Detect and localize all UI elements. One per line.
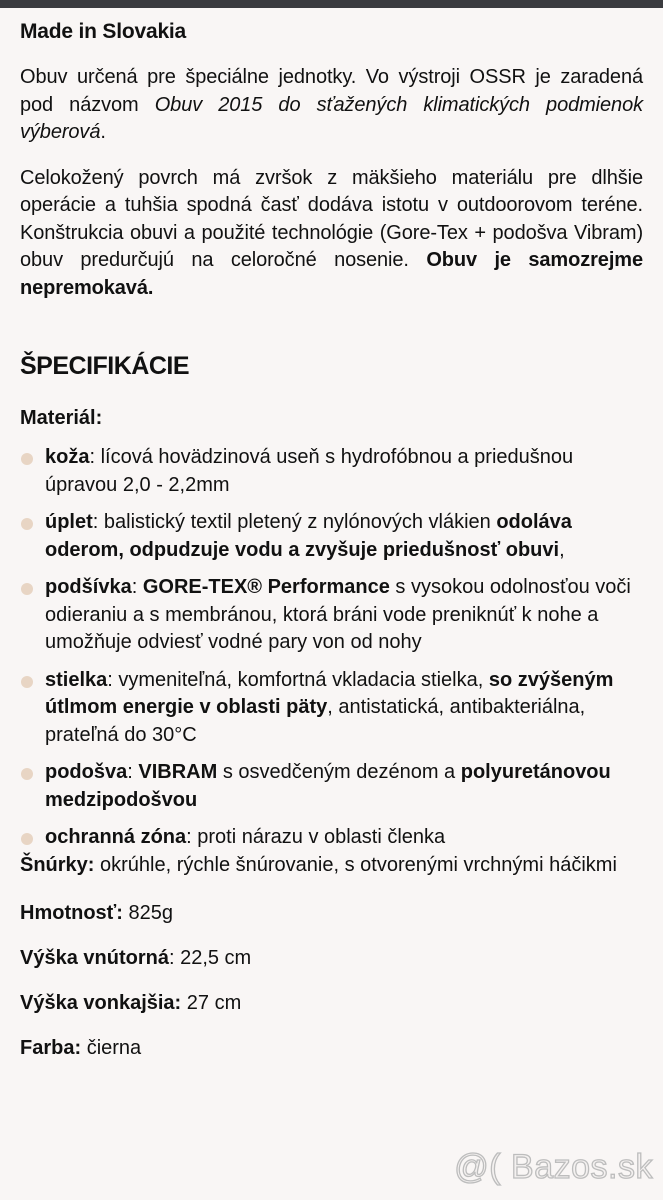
bazos-watermark: @( Bazos.sk bbox=[454, 1148, 653, 1186]
intro-text: Obuv určená pre špeciálne jednotky. Vo výstroji OSSR je zaradená pod názvom bbox=[20, 66, 643, 116]
property-value: 22,5 cm bbox=[180, 947, 252, 969]
material-desc: , bbox=[559, 538, 565, 561]
separator: : bbox=[89, 446, 101, 468]
property-value: 27 cm bbox=[186, 992, 242, 1014]
bullet-icon bbox=[21, 833, 33, 845]
property-label: Výška vnútorná bbox=[20, 947, 169, 969]
intro-paragraph-1 bbox=[20, 64, 643, 147]
material-desc: s vysokou odolnosťou voči odieraniu a s membránou, ktorá bráni vode preniknúť k nohe a umožňuje odviesť vodné pary von od nohy bbox=[45, 576, 631, 653]
material-highlight: VIBRAM bbox=[138, 761, 218, 783]
material-desc: lícová hovädzinová useň s hydrofóbnou a priedušnou úpravou 2,0 - 2,2mm bbox=[45, 446, 574, 496]
material-label: Materiál: bbox=[20, 407, 103, 429]
material-desc: s osvedčeným dezénom a bbox=[217, 761, 461, 783]
material-desc: vymeniteľná, komfortná vkladacia stielka, bbox=[118, 668, 489, 691]
intro-text-end: . bbox=[100, 121, 106, 143]
property-label: Farba: bbox=[20, 1037, 82, 1059]
material-name: podošva bbox=[45, 761, 128, 783]
specifications-heading: ŠPECIFIKÁCIE bbox=[20, 352, 190, 380]
laces-value: okrúhle, rýchle šnúrovanie, s otvorenými vrchnými háčikmi bbox=[94, 853, 617, 876]
separator: : bbox=[107, 668, 119, 691]
material-name: úplet bbox=[45, 511, 93, 533]
material-item-knit bbox=[20, 509, 643, 564]
material-desc: , antistatická, antibakteriálna, prateľná do 30°C bbox=[45, 696, 586, 746]
material-item-leather bbox=[20, 444, 643, 499]
inner-height-spec bbox=[20, 944, 643, 972]
material-highlight: polyuretánovou medzipodošvou bbox=[45, 761, 611, 811]
material-name: ochranná zóna bbox=[45, 826, 187, 848]
separator: : bbox=[186, 826, 198, 848]
material-item-sole bbox=[20, 759, 643, 814]
material-item-insole bbox=[20, 667, 643, 750]
color-spec bbox=[20, 1034, 643, 1062]
listing-description bbox=[0, 18, 663, 1062]
outer-height-spec bbox=[20, 989, 643, 1017]
made-in-heading: Made in Slovakia bbox=[20, 20, 187, 43]
bullet-icon bbox=[21, 583, 33, 595]
property-label: Hmotnosť: bbox=[20, 902, 123, 924]
material-highlight: odoláva oderom, odpudzuje vodu a zvyšuje priedušnosť obuvi bbox=[45, 511, 572, 561]
bullet-icon bbox=[21, 453, 33, 465]
bullet-icon bbox=[21, 518, 33, 530]
material-item-protection-zone bbox=[20, 824, 643, 852]
material-highlight: GORE-TEX® Performance bbox=[142, 576, 390, 598]
property-label: Výška vonkajšia: bbox=[20, 992, 182, 1014]
property-value: čierna bbox=[86, 1037, 142, 1059]
material-item-lining bbox=[20, 574, 643, 657]
material-list bbox=[20, 444, 643, 852]
waterproof-highlight: Obuv je samozrejme nepremokavá. bbox=[20, 249, 643, 299]
material-desc: proti nárazu v oblasti členka bbox=[197, 826, 446, 848]
material-name: koža bbox=[45, 446, 90, 468]
property-value: 825g bbox=[128, 902, 173, 924]
laces-label: Šnúrky: bbox=[20, 853, 95, 876]
intro-italic-name: Obuv 2015 do sťažených klimatických podmienok výberová bbox=[20, 93, 643, 143]
separator: : bbox=[131, 576, 143, 598]
separator: : bbox=[168, 947, 181, 969]
intro-text: Celokožený povrch má zvršok z mäkšieho materiálu pre dlhšie operácie a tuhšia spodná časť dodáva istotu v outdoorovom teréne. Konštrukcia obuvi a použité technológie (Gore-Tex + podošva Vibram) obuv predurčujú na celoročné nosenie. bbox=[20, 166, 643, 271]
material-name: podšívka bbox=[45, 576, 132, 598]
weight-spec bbox=[20, 899, 643, 927]
top-bar bbox=[0, 0, 663, 8]
separator: : bbox=[92, 511, 104, 533]
material-highlight: so zvýšeným útlmom energie v oblasti päty bbox=[45, 668, 614, 718]
bullet-icon bbox=[21, 768, 33, 780]
material-desc: balistický textil pletený z nylónových vlákien bbox=[103, 511, 497, 533]
bullet-icon bbox=[21, 676, 33, 688]
laces-spec bbox=[20, 852, 643, 880]
intro-paragraph-2 bbox=[20, 165, 643, 303]
separator: : bbox=[127, 761, 139, 783]
material-name: stielka bbox=[45, 668, 108, 691]
